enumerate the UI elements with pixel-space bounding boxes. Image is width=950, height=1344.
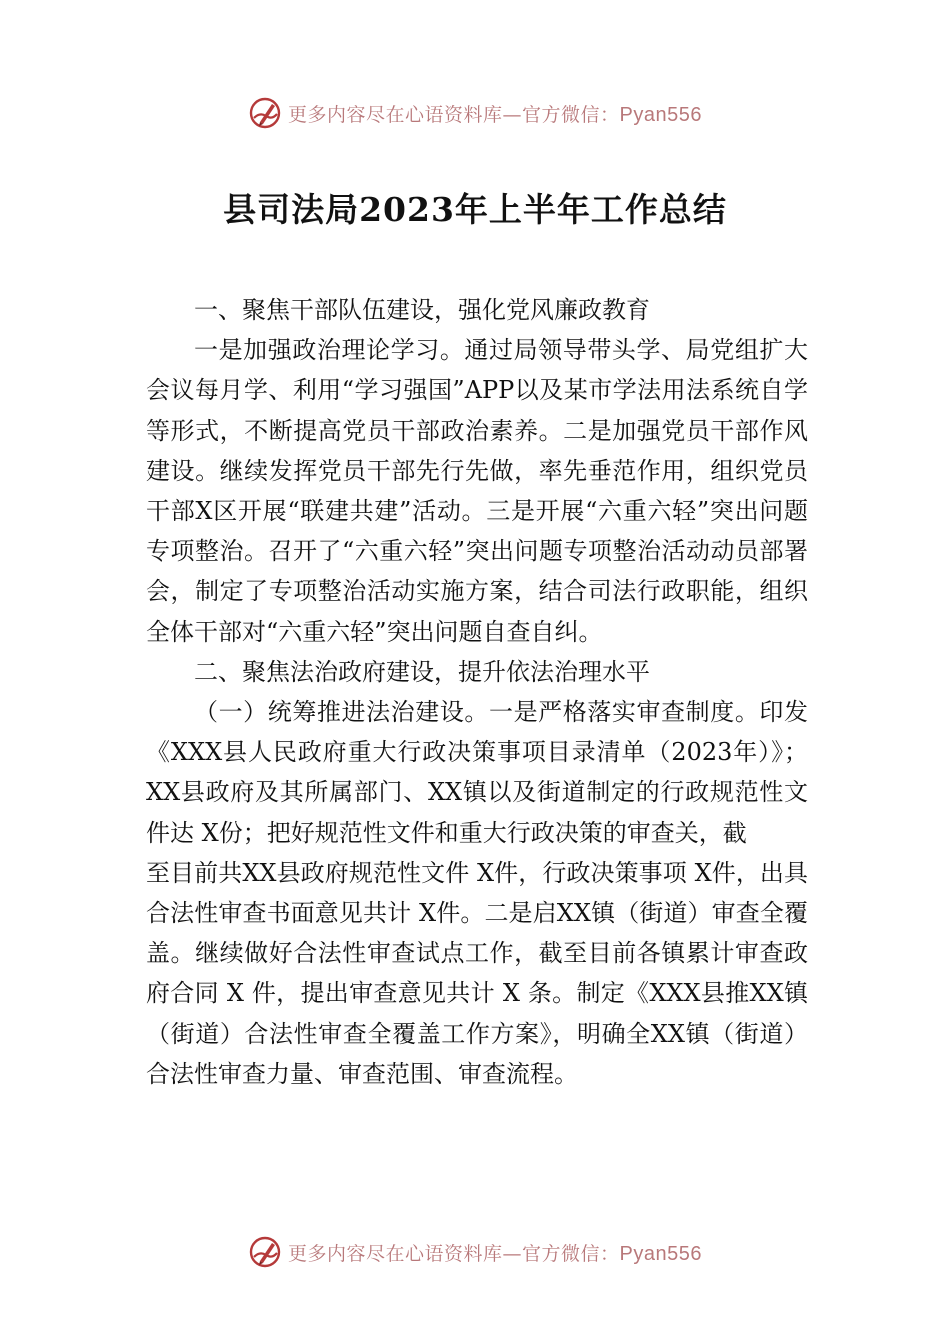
- banner-text: 更多内容尽在心语资料库—官方微信：Pyan556: [288, 103, 702, 126]
- pen-on-book-logo-icon: [248, 1235, 282, 1269]
- section-2-paragraph-1: （一）统筹推进法治建设。一是严格落实审查制度。印发《XXX县人民政府重大行政决策事项目录清单（2023年）》； XX县政府及其所属部门、XX镇以及街道制定的行政规范性文件达 X份；把好规范性文件和重大行政决策的审查关，截: [146, 698, 808, 847]
- section-1-heading: 一、聚焦干部队伍建设，强化党风廉政教育: [194, 296, 650, 324]
- wechat-id: Pyan556: [619, 103, 702, 126]
- document-body: [146, 290, 808, 1094]
- document-title: 县司法局2023年上半年工作总结: [223, 190, 727, 229]
- section-2-heading: 二、聚焦法治政府建设，提升依法治理水平: [194, 657, 650, 686]
- pen-on-book-logo-icon: [248, 96, 282, 130]
- section-2-paragraph-2: 至目前共XX县政府规范性文件 X件，行政决策事项 X件，出具合法性审查书面意见共计 X件。二是启XX镇（街道）审查全覆盖。继续做好合法性审查试点工作，截至目前各镇累计审查政府合同 X 件，提出审查意见共计 X 条。制定《XXX县推XX镇（街道）合法性审查全覆盖工作方案》，明确全XX镇（街道）合法性审查力量、审查范围、审查流程。: [146, 858, 808, 1088]
- banner-text: 更多内容尽在心语资料库—官方微信：Pyan556: [288, 1242, 702, 1265]
- section-1-paragraph: 一是加强政治理论学习。通过局领导带头学、局党组扩大会议每月学、利用“学习强国”APP以及某市学法用法系统自学等形式，不断提高党员干部政治素养。二是加强党员干部作风建设。继续发挥党员干部先行先做，率先垂范作用，组织党员干部X区开展“联建共建”活动。三是开展“六重六轻”突出问题专项整治。召开了“六重六轻”突出问题专项整治活动动员部署会，制定了专项整治活动实施方案，结合司法行政职能，组织全体干部对“六重六轻”突出问题自查自纠。: [146, 336, 808, 646]
- wechat-id: Pyan556: [619, 1242, 702, 1265]
- header-banner: [0, 93, 950, 133]
- footer-banner: [0, 1232, 950, 1272]
